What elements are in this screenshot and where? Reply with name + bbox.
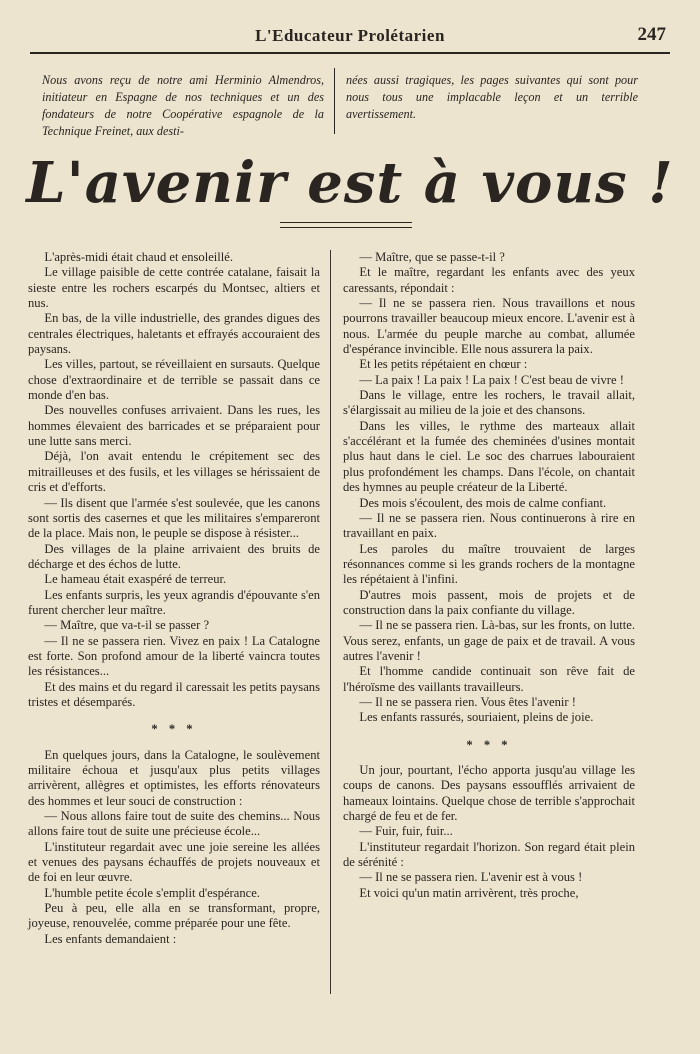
paragraph: Les enfants demandaient : — [44, 931, 177, 946]
paragraph: L'instituteur regardait avec une joie sereine les allées et venues des paysans échauffés de projets nouveaux et de foi en leur œuvre. — [28, 839, 320, 885]
paragraph: Des nouvelles confuses arrivaient. Dans les rues, les hommes élevaient des barricades et se préparaient pour une lutte sans merci. — [28, 403, 320, 449]
paragraph: L'instituteur regardait l'horizon. Son regard était plein de sérénité : — [343, 839, 635, 870]
article-headline: L'avenir est à vous ! — [26, 150, 674, 216]
paragraph: — Il ne se passera rien. Nous continuerons à rire en travaillant en paix. — [343, 510, 635, 541]
paragraph: Des villages de la plaine arrivaient des bruits de décharge et des échos de lutte. — [28, 541, 320, 571]
paragraph: Déjà, l'on avait entendu le crépitement sec des mitrailleuses et des fusils, et les villages se hérissaient de cris et d'efforts. — [28, 449, 320, 495]
paragraph: — Il ne se passera rien. L'avenir est à vous ! — [359, 870, 583, 885]
paragraph: — Il ne se passera rien. Là-bas, sur les fronts, on lutte. Vous serez, enfants, un gage de paix et de travail. A vous autres l'avenir ! — [343, 618, 635, 663]
paragraph: Dans le village, entre les rochers, le travail allait, s'élargissait au milieu de la joie et des chansons. — [343, 388, 635, 418]
intro-text-left: Nous avons reçu de notre ami Herminio Almendros, initiateur en Espagne de nos techniques et un des fondateurs de notre Coopérative espagnole de la Technique Freinet, aux desti- — [42, 73, 324, 138]
paragraph: En bas, de la ville industrielle, des grandes digues des centrales électriques, haletants et effrayés accouraient des paysans. — [28, 311, 320, 357]
paragraph: — Il ne se passera rien. Nous travaillons et nous pourrons travailler beaucoup mieux encore. L'avenir est à nous. L'armée du peuple marche au combat, allumée d'espérance invincible. Elle nous assurera la paix. — [343, 296, 635, 357]
paragraph: — Fuir, fuir, fuir... — [359, 824, 453, 839]
paragraph: Le village paisible de cette contrée catalane, faisait la sieste entre les rochers escarpés du Montsec, altiers et nus. — [28, 265, 320, 311]
paragraph: — Maître, que se passe-t-il ? — [359, 250, 505, 264]
headline-rule — [280, 222, 412, 228]
paragraph: — Maître, que va-t-il se passer ? — [44, 618, 210, 633]
paragraph: Un jour, pourtant, l'écho apporta jusqu'au village les coups de canons. Des paysans essoufflés arrivaient de hameaux lointains. Quelque chose de terrible s'approchait chargé de feu et de fer. — [343, 763, 635, 824]
paragraph: — Ils disent que l'armée s'est soulevée, que les canons sont sortis des casernes et que les militaires s'empareront de la place. Mais non, le peuple se dispose à résister... — [28, 495, 320, 541]
paragraph: Les villes, partout, se réveillaient en sursauts. Quelque chose d'extraordinaire et de terrible se passait dans ce monde d'en bas. — [28, 357, 320, 403]
paragraph: — Il ne se passera rien. Vous êtes l'avenir ! — [359, 694, 576, 709]
paragraph: Et les petits répétaient en chœur : — [359, 357, 528, 372]
paragraph: Et des mains et du regard il caressait les petits paysans tristes et désemparés. — [28, 679, 320, 709]
article-column-left — [28, 250, 320, 947]
paragraph: Peu à peu, elle alla en se transformant, propre, joyeuse, renouvelée, comme préparée pour une fête. — [28, 901, 320, 931]
page-number: 247 — [637, 24, 666, 45]
paragraph: Et le maître, regardant les enfants avec des yeux caressants, répondait : — [343, 265, 635, 295]
paragraph: D'autres mois passent, mois de projets et de construction dans la paix confiante du village. — [343, 587, 635, 617]
paragraph: Les enfants rassurés, souriaient, pleins de joie. — [359, 710, 594, 725]
paragraph: En quelques jours, dans la Catalogne, le soulèvement militaire échoua et jusqu'aux plus petits villages arrivèrent, allègres et optimistes, les efforts rénovateurs des hommes et leur souci de construction : — [28, 747, 320, 808]
paragraph: Les enfants surpris, les yeux agrandis d'épouvante s'en furent chercher leur maître. — [28, 587, 320, 617]
intro-text-right: nées aussi tragiques, les pages suivantes qui sont pour nous tous une implacable leçon et un terrible avertissement. — [346, 73, 638, 121]
intro-divider — [334, 68, 335, 134]
section-separator: * * * — [466, 737, 512, 752]
paragraph: Et l'homme candide continuait son rêve fait de l'héroïsme des vaillants travailleurs. — [343, 664, 635, 694]
paragraph: — Il ne se passera rien. Vivez en paix ! La Catalogne est forte. Son profond amour de la liberté vaincra toutes les résistances... — [28, 633, 320, 679]
paragraph: L'après-midi était chaud et ensoleillé. — [44, 250, 234, 264]
paragraph: Les paroles du maître trouvaient de larges résonnances comme si les grands rochers de la montagne les répétaient à l'infini. — [343, 541, 635, 587]
paragraph: Dans les villes, le rythme des marteaux allait s'accélérant et la fumée des cheminées d'usines montait plus haut dans le ciel. Le soc des charrues labouraient plus profondément les champs. Dans l'école, on chantait des hymnes au peuple créateur de la Liberté. — [343, 418, 635, 495]
column-divider — [330, 250, 331, 994]
article-column-right — [343, 250, 635, 901]
paragraph: — La paix ! La paix ! La paix ! C'est beau de vivre ! — [359, 372, 624, 387]
paragraph: Le hameau était exaspéré de terreur. — [44, 572, 227, 587]
paragraph: Des mois s'écoulent, des mois de calme confiant. — [359, 495, 607, 510]
page-header — [30, 22, 670, 54]
section-separator: * * * — [151, 722, 197, 737]
journal-title: L'Educateur Prolétarien — [255, 26, 445, 45]
paragraph: Et voici qu'un matin arrivèrent, très proche, — [359, 885, 579, 900]
paragraph: L'humble petite école s'emplit d'espérance. — [44, 885, 260, 900]
paragraph: — Nous allons faire tout de suite des chemins... Nous allons faire tout de suite une précieuse école... — [28, 809, 320, 839]
